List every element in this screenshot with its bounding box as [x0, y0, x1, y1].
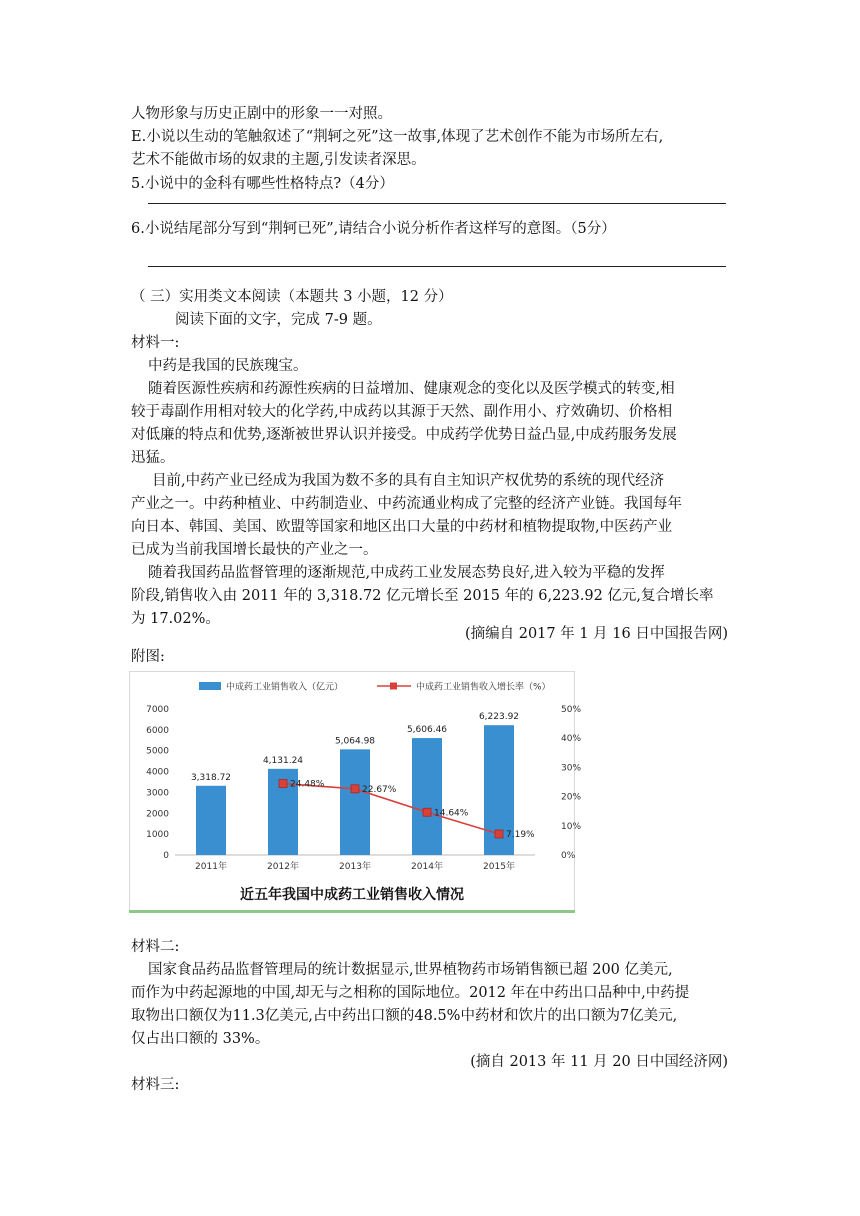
option-e-line2: 艺术不能做市场的奴隶的主题,引发读者深思。 — [131, 152, 426, 168]
right-tick-label: 30% — [561, 763, 582, 774]
bar-value-label: 5,606.46 — [406, 725, 448, 736]
growth-rate-label: 14.64% — [434, 808, 469, 819]
right-tick-label: 0% — [561, 851, 576, 861]
left-tick-label: 0 — [163, 851, 169, 861]
right-tick-label: 40% — [561, 734, 582, 745]
paragraph: 迅猛。 — [131, 450, 175, 466]
left-tick-label: 3000 — [146, 788, 169, 799]
x-tick-label: 2012年 — [267, 862, 299, 872]
left-tick-label: 2000 — [146, 809, 169, 820]
left-tick-label: 7000 — [146, 705, 169, 715]
paragraph: 取物出口额仅为11.3亿美元,占中药出口额的48.5%中药材和饮片的出口额为7亿美元, — [131, 1008, 678, 1024]
paragraph: 随着我国药品监督管理的逐渐规范,中成药工业发展态势良好,进入较为平稳的发挥 — [148, 565, 665, 581]
material-3-label: 材料三: — [131, 1077, 180, 1093]
paragraph: 目前,中药产业已经成为我国为数不多的具有自主知识产权优势的系统的现代经济 — [152, 473, 665, 489]
figure-label: 附图: — [131, 649, 165, 665]
paragraph: 已成为当前我国增长最快的产业之一。 — [131, 542, 378, 558]
growth-rate-marker — [423, 808, 431, 816]
bar-value-label: 6,223.92 — [478, 712, 520, 723]
sales-revenue-chart — [129, 671, 582, 913]
right-tick-label: 10% — [561, 821, 582, 832]
paragraph: 向日本、韩国、美国、欧盟等国家和地区出口大量的中药材和植物提取物,中医药产业 — [131, 519, 673, 535]
left-tick-label: 5000 — [146, 746, 169, 757]
answer-line-6 — [148, 266, 726, 267]
bar — [340, 749, 370, 855]
bar — [196, 786, 226, 855]
question-5: 5.小说中的金科有哪些性格特点?（4分） — [131, 176, 394, 192]
growth-rate-marker — [279, 780, 287, 788]
paragraph: 较于毒副作用相对较大的化学药,中成药以其源于天然、副作用小、疗效确切、价格相 — [131, 404, 673, 420]
growth-rate-marker — [351, 785, 359, 793]
right-tick-label: 20% — [561, 792, 582, 803]
x-tick-label: 2011年 — [195, 862, 227, 872]
growth-rate-marker — [495, 830, 503, 838]
bar-value-label: 3,318.72 — [190, 772, 232, 783]
material-1-label: 材料一: — [131, 335, 180, 351]
line-l1: 人物形象与历史正剧中的形象一一对照。 — [131, 106, 392, 122]
source-citation: (摘编自 2017 年 1 月 16 日中国报告网) — [464, 626, 728, 642]
left-tick-label: 1000 — [146, 830, 169, 841]
legend-line-label: 中成药工业销售收入增长率（%） — [416, 682, 551, 693]
paragraph: 为 17.02%。 — [131, 611, 220, 627]
bar-value-label: 4,131.24 — [262, 755, 304, 766]
paragraph: 国家食品药品监督管理局的统计数据显示,世界植物药市场销售额已超 200 亿美元, — [148, 962, 673, 978]
left-tick-label: 6000 — [146, 725, 169, 736]
chart-title: 近五年我国中成药工业销售收入情况 — [240, 887, 464, 903]
bar-value-label: 5,064.98 — [334, 736, 376, 747]
right-tick-label: 50% — [561, 705, 582, 715]
paragraph: 随着医源性疾病和药源性疾病的日益增加、健康观念的变化以及医学模式的转变,相 — [148, 381, 675, 397]
option-e-line1: E.小说以生动的笔触叙述了“荆轲之死”这一故事,体现了艺术创作不能为市场所左右, — [131, 129, 664, 145]
x-tick-label: 2014年 — [411, 862, 443, 872]
chart-svg — [129, 671, 582, 913]
x-tick-label: 2015年 — [483, 862, 515, 872]
growth-rate-label: 7.19% — [506, 830, 535, 841]
instructions: 阅读下面的文字，完成 7-9 题。 — [175, 312, 382, 328]
x-tick-label: 2013年 — [339, 862, 371, 872]
growth-rate-label: 24.48% — [290, 779, 325, 790]
legend-bar-swatch — [199, 682, 221, 690]
bar — [412, 738, 442, 855]
answer-line-5 — [148, 203, 726, 204]
material-2-label: 材料二: — [131, 939, 180, 955]
section-3-heading: （ 三）实用类文本阅读（本题共 3 小题，12 分） — [131, 289, 453, 305]
legend-line-marker — [390, 683, 397, 690]
legend-bar-label: 中成药工业销售收入（亿元） — [226, 682, 344, 693]
paragraph: 对低廉的特点和优势,逐渐被世界认识并接受。中成药学优势日益凸显,中成药服务发展 — [131, 427, 677, 443]
growth-rate-label: 22.67% — [362, 784, 397, 795]
left-tick-label: 4000 — [146, 767, 169, 778]
paragraph: 中药是我国的民族瑰宝。 — [148, 358, 308, 374]
chart-bottom-border — [129, 910, 575, 913]
paragraph: 而作为中药起源地的中国,却无与之相称的国际地位。2012 年在中药出口品种中,中药提 — [131, 985, 690, 1001]
source-citation: (摘自 2013 年 11 月 20 日中国经济网) — [470, 1054, 728, 1070]
paragraph: 阶段,销售收入由 2011 年的 3,318.72 亿元增长至 2015 年的 6,223.92 亿元,复合增长率 — [131, 588, 714, 604]
question-6: 6.小说结尾部分写到“荆轲已死”,请结合小说分析作者这样写的意图。（5分） — [131, 221, 616, 237]
paragraph: 仅占出口额的 33%。 — [131, 1031, 270, 1047]
paragraph: 产业之一。中药种植业、中药制造业、中药流通业构成了完整的经济产业链。我国每年 — [131, 496, 682, 512]
